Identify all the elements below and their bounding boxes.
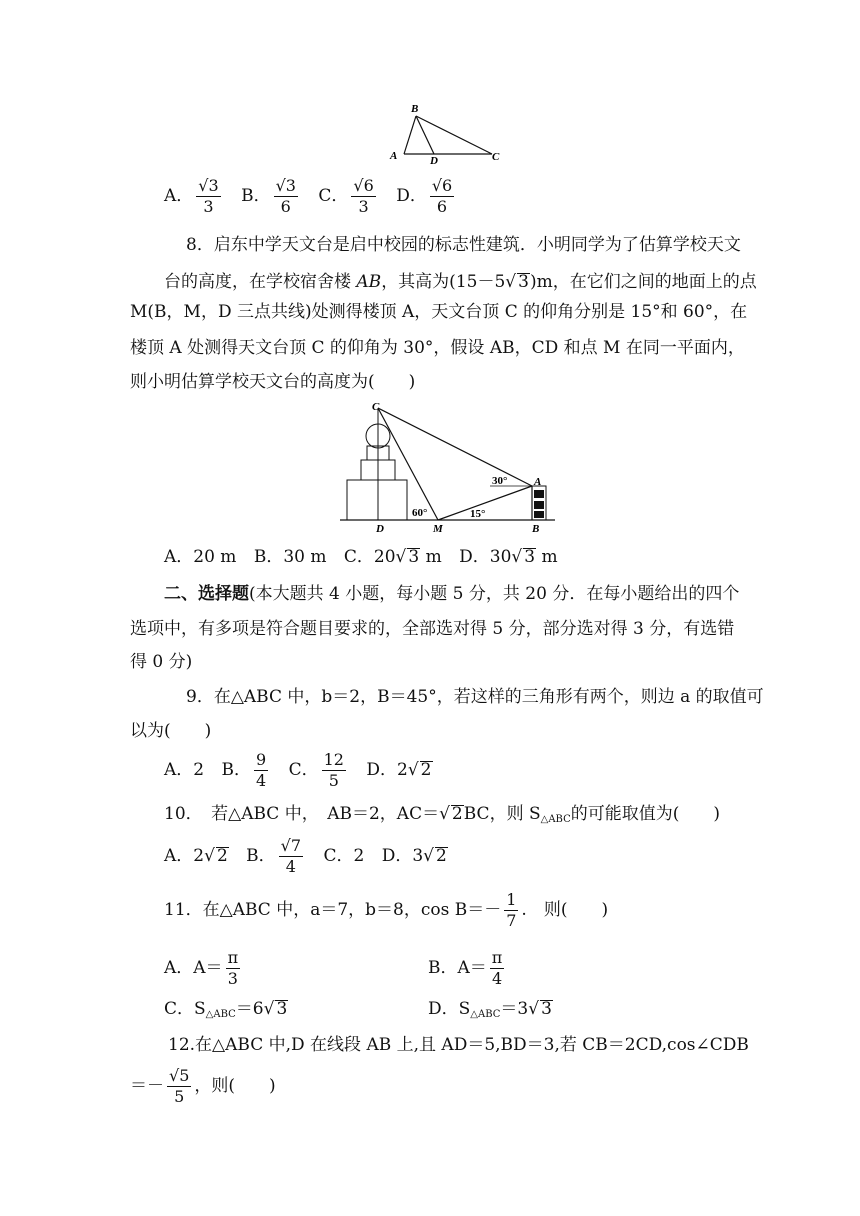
q7-option-c: C． $\frac{√6}{3}$	[318, 176, 374, 216]
q11-option-d: D．$S_{\triangle ABC}=3√$ 3	[428, 999, 552, 1020]
q8-options: A．20 m B．30 m C．20√ 3 m D．30√ 3 m	[164, 547, 558, 567]
label-m: M	[433, 523, 443, 535]
label-d: D	[376, 523, 384, 535]
q7-option-b: B． $\frac{√3}{6}$	[241, 176, 296, 216]
triangle-figure-q7	[380, 100, 510, 166]
q7-option-a: A． $\frac{√3}{3}$	[164, 176, 219, 216]
label-d: D	[430, 155, 438, 166]
q9-options: A．2 B． $\frac{9}{4}$ C． $\frac{12}{5}$ D．2√ 2	[164, 750, 432, 790]
q7-option-d: D． $\frac{√6}{6}$	[396, 176, 453, 216]
q11-option-c: C．$S_{\triangle ABC}=6√$ 3	[164, 999, 288, 1020]
q10-options: A．2√ 2 B． $\frac{√7}{4}$ C．2 D．3√ 2	[164, 836, 447, 876]
section-2-title: 二、选择题	[164, 584, 249, 604]
q8-line-4: 楼顶 A 处测得天文台顶 C 的仰角为 30°，假设 AB，CD 和点 M 在同一平面内，	[130, 338, 745, 358]
q12-line-1: 12.在△ABC 中,D 在线段 AB 上,且 AD＝5,BD＝3,若 CB＝2CD,cos∠CDB	[168, 1035, 749, 1055]
observatory-figure-q8	[330, 398, 570, 540]
q11-stem: 11．在△ABC 中，a＝7，b＝8，cos B＝－ $\frac{1}{7}$ . 则( )	[164, 890, 609, 930]
section-2-line-2: 选项中，有多项是符合题目要求的，全部选对得 5 分，部分选对得 3 分，有选错	[130, 619, 735, 639]
q8-line-5: 则小明估算学校天文台的高度为( )	[130, 372, 416, 392]
q8-line-1: 8．启东中学天文台是启中校园的标志性建筑．小明同学为了估算学校天文	[186, 235, 741, 255]
angle-30: 30°	[492, 475, 508, 487]
section-2-line-3: 得 0 分)	[130, 652, 193, 672]
q7-options	[164, 176, 469, 217]
q10-stem: 10． 若△ABC 中， AB＝2，AC＝√ 2BC，则 $S_{\triangle ABC}$的可能取值为( )	[164, 804, 720, 825]
section-2-line-1: 二、选择题(本大题共 4 小题，每小题 5 分，共 20 分．在每小题给出的四个	[164, 584, 740, 604]
q11-option-a: A．A＝ $\frac{\pi}{3}$	[164, 948, 239, 988]
label-a: A	[534, 476, 542, 488]
label-c: C	[492, 151, 500, 163]
angle-15: 15°	[470, 508, 486, 520]
q8-line-2: 台的高度，在学校宿舍楼 AB，其高为(15－5√ 3)m，在它们之间的地面上的点	[164, 272, 757, 292]
label-b: B	[411, 103, 419, 115]
label-a: A	[390, 150, 398, 162]
label-c: C	[372, 401, 380, 413]
angle-60: 60°	[412, 507, 428, 519]
label-b: B	[532, 523, 540, 535]
q11-option-b: B．A＝ $\frac{\pi}{4}$	[428, 948, 503, 988]
q12-line-2: ＝－ $\frac{√5}{5}$ ，则( )	[130, 1066, 276, 1106]
q9-line-2: 以为( )	[130, 721, 212, 741]
q9-line-1: 9．在△ABC 中，b＝2，B＝45°，若这样的三角形有两个，则边 a 的取值可	[186, 687, 764, 707]
q8-line-3: M(B，M，D 三点共线)处测得楼顶 A，天文台顶 C 的仰角分别是 15°和 60°，在	[130, 302, 748, 322]
